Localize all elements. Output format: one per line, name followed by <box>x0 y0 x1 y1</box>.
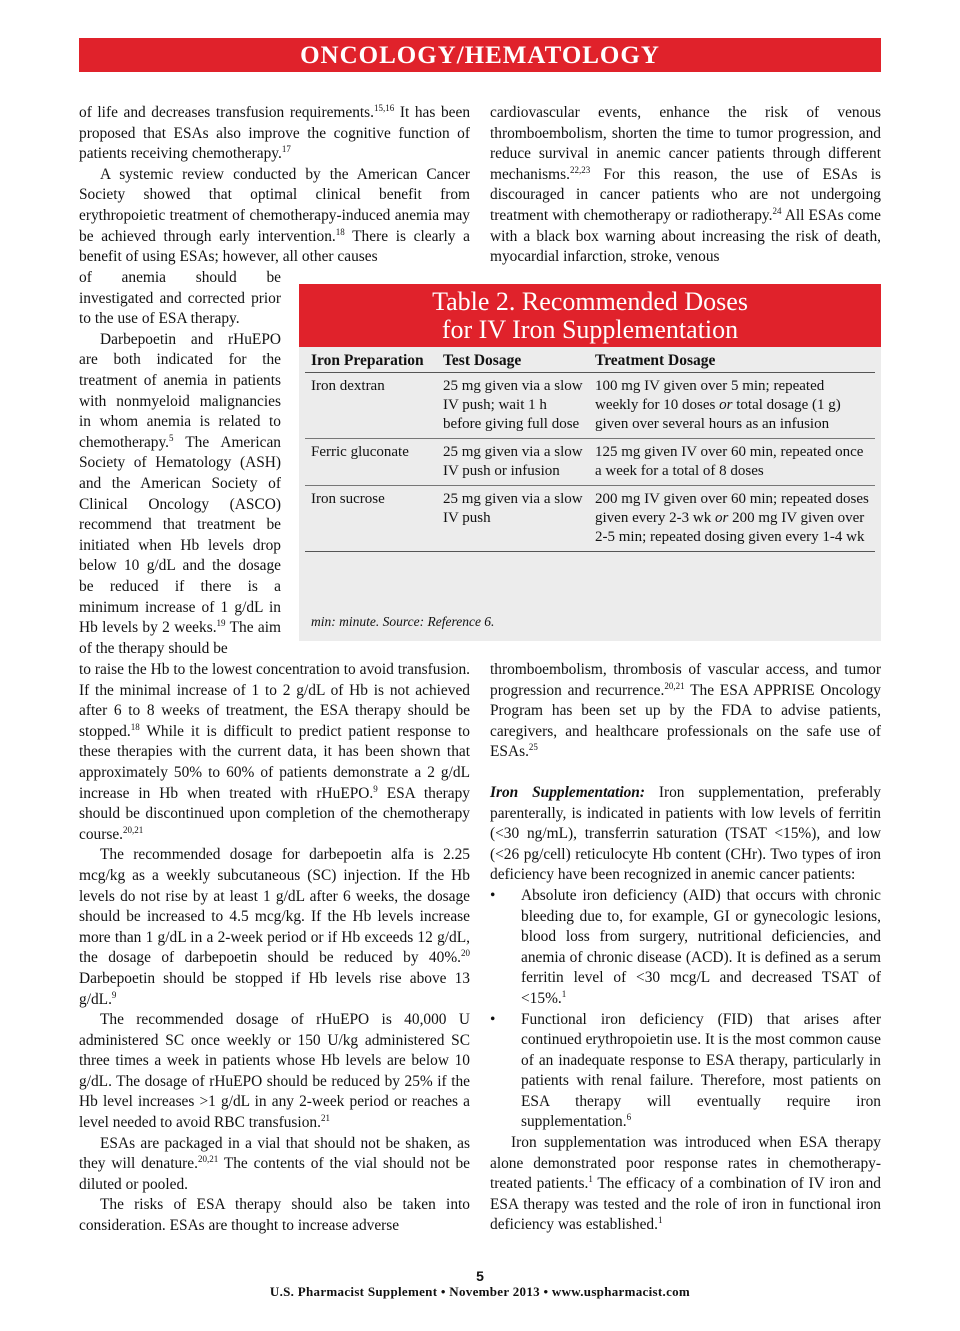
table-row <box>305 373 875 439</box>
subsection-heading: Iron Supplementation: <box>490 783 645 801</box>
list-item: • Functional iron deficiency (FID) that arises after continued erythropoietin use. It is the most common cause of an inadequate response to ESA therapy, particularly in patients with renal failure. Therefore, most patients on ESA therapy will eventually require iron supplementation.$^6$ <box>490 1010 881 1131</box>
left-column-top <box>79 103 470 268</box>
paragraph: cardiovascular events, enhance the risk of venous thromboembolism, shorten the time to tumor progression, and reduce survival in anemic cancer patients through different mechanisms.$^{22,23}$ For this reason, the use of ESAs is discouraged in cancer patients who are not undergoing treatment with chemotherapy or radiotherapy.$^{24}$ All ESAs come with a black box warning about increasing the risk of death, myocardial infarction, stroke, venous <box>490 104 881 266</box>
paragraph: ESAs are packaged in a vial that should not be shaken, as they will denature.$^{20,21}$ The contents of the vial should not be diluted or pooled. <box>79 1134 470 1193</box>
bullet-list <box>490 886 881 1133</box>
right-column-bottom <box>490 660 881 1236</box>
table-row <box>305 486 875 552</box>
table-cell: Ferric gluconate <box>305 439 437 486</box>
table-footnote: min: minute. Source: Reference 6. <box>311 614 495 629</box>
column-header: Iron Preparation <box>305 347 437 373</box>
table-cell: 100 mg IV given over 5 min; repeated weekly for 10 doses or total dosage (1 g) given over several hours as an infusion <box>589 373 875 439</box>
list-item: • Absolute iron deficiency (AID) that occurs with chronic bleeding due to, for example, GI or gynecologic lesions, blood loss from surgery, nutritional deficiencies, and anemia of chronic disease (ACD). It is defined as a serum ferritin level of <30 mcg/L and decreased TSAT of <15%.$^1$ <box>490 886 881 1007</box>
page-footer: U.S. Pharmacist Supplement • November 2013 • www.uspharmacist.com <box>269 1284 691 1299</box>
column-header: Treatment Dosage <box>589 347 875 373</box>
paragraph: The risks of ESA therapy should also be taken into consideration. ESAs are thought to increase adverse <box>79 1196 470 1235</box>
table-cell: Iron sucrose <box>305 486 437 552</box>
paragraph: A systemic review conducted by the American Cancer Society showed that optimal clinical benefit from erythropoietic treatment of chemotherapy-induced anemia may be achieved through early intervention.$^{18}$ There is clearly a benefit of using ESAs; however, all other causes <box>79 165 470 266</box>
column-header: Test Dosage <box>437 347 589 373</box>
dose-table-box <box>299 284 881 641</box>
bullet-icon: • <box>490 886 496 904</box>
right-column-top <box>490 103 881 268</box>
paragraph: thromboembolism, thrombosis of vascular access, and tumor progression and recurrence.$^{20,21}$ The ESA APPRISE Oncology Program has been set up by the FDA to advise patients, caregivers, and healthcare professionals on the safe use of ESAs.$^{25}$ <box>490 661 882 761</box>
table-cell: 125 mg given IV over 60 min, repeated once a week for a total of 8 doses <box>589 439 875 486</box>
left-column-bottom <box>79 660 470 1237</box>
paragraph: The recommended dosage of rHuEPO is 40,000 U administered SC once weekly or 150 U/kg administered SC three times a week in patients whose Hb levels are below 10 g/dL. The dosage of rHuEPO should be reduced by 25% if the Hb level increases >1 g/dL in any 2-week period or reaches a level needed to avoid RBC transfusion.$^{21}$ <box>79 1011 470 1132</box>
bullet-icon: • <box>490 1010 496 1028</box>
paragraph: The recommended dosage for darbepoetin alfa is 2.25 mcg/kg as a weekly subcutaneous (SC) injection. If the Hb levels do not rise by at least 1 g/dL after 6 weeks, the dosage should be increased to 4.5 mcg/kg. If the Hb levels increase more than 1 g/dL in a 2-week period or if Hb exceeds 12 g/dL, the dosage of darbepoetin should be reduced by 40%.$^{20}$ Darbepoetin should be stopped if Hb levels rise above 13 g/dL.$^9$ <box>79 846 470 1008</box>
dose-table <box>305 347 875 552</box>
section-title: ONCOLOGY/HEMATOLOGY <box>300 42 660 69</box>
paragraph: Iron Supplementation: Iron supplementation, preferably parenterally, is indicated in patients with low levels of ferritin (<30 ng/mL), transferrin saturation (TSAT <15%), and low (<26 pg/cell) reticulocyte Hb content (CHr). Two types of iron deficiency have been recognized in anemic cancer patients: <box>490 783 882 884</box>
paragraph: Darbepoetin and rHuEPO are both indicated for the treatment of anemia in patients with nonmyeloid malignancies in whom anemia is related to chemotherapy.$^5$ The American Society of Hematology (ASH) and the American Society of Clinical Oncology (ASCO) recommend that treatment be initiated when Hb levels drop below 10 g/dL and the dosage be reduced if there is a minimum increase of 1 g/dL in Hb levels by 2 weeks.$^{19}$ The aim of the therapy should be <box>79 330 281 657</box>
paragraph: of anemia should be investigated and corrected prior to the use of ESA therapy. <box>79 269 281 328</box>
page-number: 5 <box>476 1268 484 1284</box>
table-cell: 25 mg given via a slow IV push; wait 1 h before giving full dose <box>437 373 589 439</box>
table-cell: 200 mg IV given over 60 min; repeated doses given every 2-3 wk or 200 mg IV given over 2-5 min; repeated dosing given every 1-4 wk <box>589 486 875 552</box>
table-cell: 25 mg given via a slow IV push <box>437 486 589 552</box>
table-header-row <box>305 347 875 373</box>
table-row <box>305 439 875 486</box>
paragraph: Iron supplementation was introduced when ESA therapy alone demonstrated poor response rates in chemotherapy-treated patients.$^1$ The efficacy of a combination of IV iron and ESA therapy was tested and the role of iron in functional iron deficiency was established.$^1$ <box>490 1134 882 1234</box>
section-banner <box>79 38 881 72</box>
table-cell: 25 mg given via a slow IV push or infusion <box>437 439 589 486</box>
left-column-narrow <box>79 268 281 659</box>
paragraph: of life and decreases transfusion requirements.$^{15,16}$ It has been proposed that ESAs also improve the cognitive function of patients receiving chemotherapy.$^{17}$ <box>79 102 471 163</box>
table-title: Table 2. Recommended Doses for IV Iron Supplementation <box>299 284 881 347</box>
table-cell: Iron dextran <box>305 373 437 439</box>
paragraph: to raise the Hb to the lowest concentration to avoid transfusion. If the minimal increase of 1 to 2 g/dL of Hb is not achieved after 6 to 8 weeks of treatment, the ESA therapy should be stopped.$^{18}$ While it is difficult to predict patient response to these therapies with the current data, it has been shown that approximately 50% to 60% of patients demonstrate a 2 g/dL increase in Hb when treated with rHuEPO.$^9$ ESA therapy should be discontinued upon completion of the chemotherapy course.$^{20,21}$ <box>79 661 471 843</box>
